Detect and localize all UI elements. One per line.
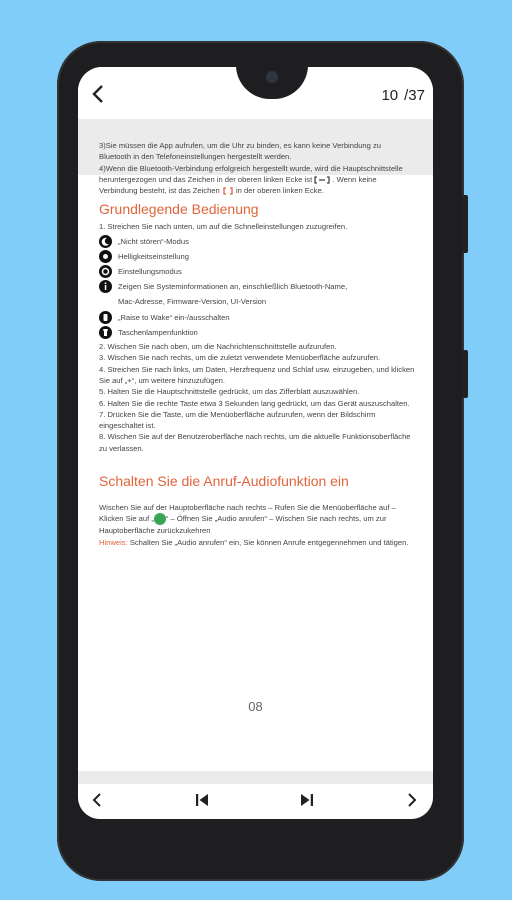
front-camera [266, 71, 278, 83]
hint-label: Hinweis: [99, 537, 128, 547]
intro-text-c: in der oberen linken Ecke. [236, 186, 324, 196]
call-text-a: Wischen Sie auf der Hauptoberfläche nach rechts – Rufen Sie die Menüoberfläche auf – Klicken Sie auf „ [99, 503, 396, 524]
call-text-b: “ – Öffnen Sie „Audio anrufen“ – Wischen Sie nach rechts, um zur Hauptoberfläche zurückzukehren [99, 514, 387, 536]
volume-button [462, 195, 468, 253]
last-page-icon[interactable] [296, 789, 318, 811]
quick-setting-flashlight [99, 326, 415, 339]
quick-setting-label: Einstellungsmodus [118, 266, 182, 276]
page-counter [381, 87, 425, 104]
page-number: 08 [248, 699, 263, 714]
moon-icon [99, 235, 112, 248]
heading-call-audio: Schalten Sie die Anruf-Audiofunktion ein [99, 473, 349, 490]
raise-to-wake-icon [99, 311, 112, 324]
screen [78, 67, 433, 819]
brightness-icon [99, 250, 112, 263]
step-4: 4. Streichen Sie nach links, um Daten, Herzfrequenz und Schlaf usw. einzugeben, und klicken Sie auf „+“, um weitere hinzuzufügen. [99, 364, 415, 385]
intro-text-b: . Wenn keine Verbindung besteht, ist das Zeichen [99, 174, 377, 196]
heading-basic-operation: Grundlegende Bedienung [99, 201, 259, 218]
quick-setting-label: „Nicht stören“-Modus [118, 236, 189, 246]
step-6: 6. Halten Sie die rechte Taste etwa 3 Sekunden lang gedrückt, um das Gerät auszuschalten. [99, 398, 410, 408]
back-arrow-icon[interactable] [90, 84, 106, 104]
power-button [462, 350, 468, 398]
step-7: 7. Drücken Sie die Taste, um die Menüoberfläche aufzurufen, wenn der Bildschirm eingeschaltet ist. [99, 409, 376, 431]
step-5: 5. Halten Sie die Hauptschnittstelle gedrückt, um das Zifferblatt auszuwählen. [99, 387, 360, 397]
quick-setting-raise-to-wake [99, 311, 415, 324]
quick-setting-info [99, 280, 415, 293]
quick-setting-info-cont: Mac-Adresse, Firmware-Version, UI-Version [118, 296, 267, 306]
phone-app-icon [154, 513, 166, 525]
call-audio-paragraph [99, 502, 415, 537]
intro-paragraph-1: 3)Sie müssen die App aufrufen, um die Uhr zu binden, es kann keine Verbindung zu Bluetooth in den Telefoneinstellungen hergestellt werden. [99, 141, 381, 162]
first-page-icon[interactable] [191, 789, 213, 811]
quick-setting-label: „Raise to Wake“ ein-/ausschalten [118, 313, 230, 323]
current-page: 10 [381, 87, 399, 104]
quick-setting-label: Helligkeitseinstellung [118, 251, 189, 261]
quick-setting-label: Zeigen Sie Systeminformationen an, einschließlich Bluetooth-Name, [118, 281, 348, 291]
next-page-icon[interactable] [401, 789, 423, 811]
quick-setting-dnd [99, 235, 415, 248]
settings-mode-icon [99, 265, 112, 278]
intro-text-a: 4)Wenn die Bluetooth-Verbindung erfolgreich hergestellt wurde, wird die Hauptschnittstelle heruntergezogen und das Zeichen in der oberen linken Ecke ist [99, 163, 403, 184]
bottom-toolbar [78, 784, 433, 819]
step-1: 1. Streichen Sie nach unten, um auf die Schnelleinstellungen zuzugreifen. [99, 222, 348, 232]
previous-page-icon[interactable] [86, 789, 108, 811]
hint-text: Schalten Sie „Audio anrufen“ ein, Sie können Anrufe entgegennehmen und tätigen. [127, 537, 409, 547]
disconnected-icon [222, 187, 234, 195]
connected-icon [314, 176, 330, 184]
intro-paragraph-2 [99, 163, 415, 197]
step-2: 2. Wischen Sie nach oben, um die Nachrichtenschnittstelle aufzurufen. [99, 342, 337, 352]
hint-paragraph [99, 537, 415, 548]
flashlight-icon [99, 326, 112, 339]
quick-setting-settings [99, 265, 415, 278]
quick-setting-label: Taschenlampenfunktion [118, 328, 198, 338]
step-8: 8. Wischen Sie auf der Benutzeroberfläche nach rechts, um die aktuelle Funktionsoberfläche zu verlassen. [99, 432, 411, 453]
info-icon [99, 280, 112, 293]
page-content [99, 140, 415, 548]
quick-setting-brightness [99, 250, 415, 263]
total-pages: /37 [404, 87, 425, 104]
step-3: 3. Wischen Sie nach rechts, um die zuletzt verwendete Menüoberfläche aufzurufen. [99, 353, 381, 363]
